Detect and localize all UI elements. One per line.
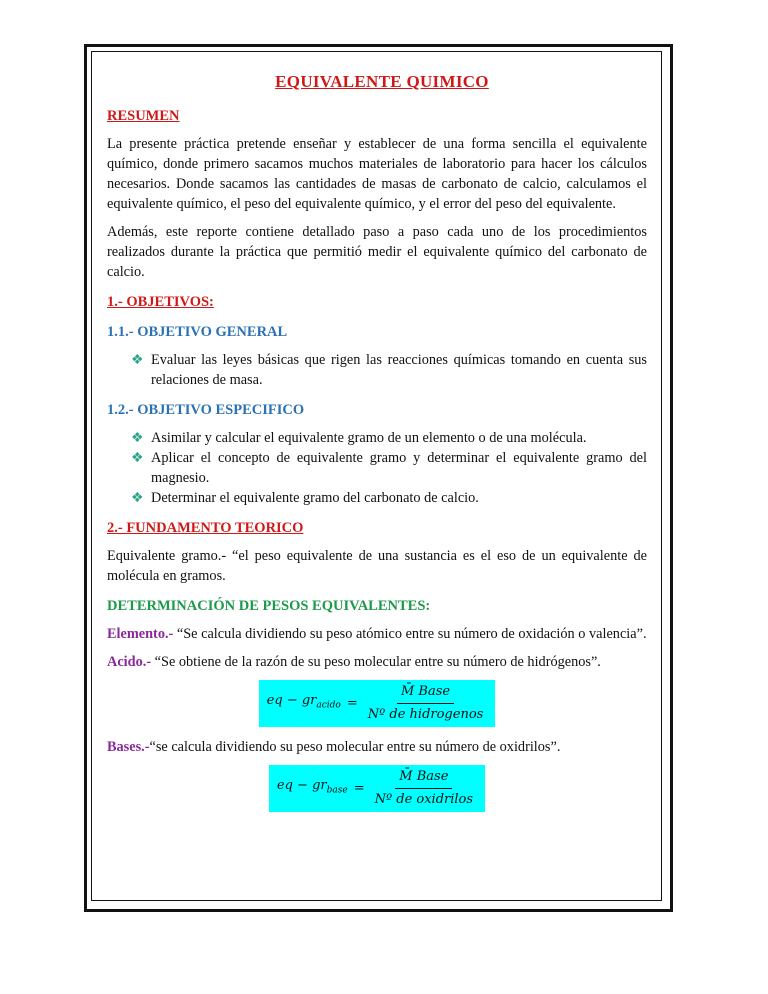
list-item-text: Aplicar el concepto de equivalente gramo y determinar el equivalente gramo del magnesio. xyxy=(151,450,647,486)
formula-fraction xyxy=(364,682,488,725)
acido-paragraph xyxy=(107,652,647,672)
resumen-paragraph-1: La presente práctica pretende enseñar y establecer de una forma sencilla el equivalente químico, donde primero sacamos muchos materiales de laboratorio para hacer los cálculos necesarios. Donde sacamos las cantidades de masas de carbonato de calcio, calculamos el equivalente químico, el peso del equivalente químico, y el error del peso del equivalente. xyxy=(107,136,647,212)
formula-denominator: Nº de hidrogenos xyxy=(367,707,484,722)
diamond-bullet-icon: ❖ xyxy=(131,353,144,368)
objetivo-general-heading: 1.1.- OBJETIVO GENERAL xyxy=(107,324,288,340)
formula-equals: = xyxy=(346,695,358,711)
resumen-heading: RESUMEN xyxy=(107,108,180,124)
list-item xyxy=(131,488,647,508)
formula-base xyxy=(269,765,485,812)
elemento-label: Elemento.- xyxy=(107,626,174,642)
fundamento-paragraph: Equivalente gramo.- “el peso equivalente de una sustancia es el eso de un equivalente de molécula en gramos. xyxy=(107,548,647,584)
formula-equals: = xyxy=(353,780,365,796)
diamond-bullet-icon: ❖ xyxy=(131,491,144,506)
diamond-bullet-icon: ❖ xyxy=(131,431,144,446)
acido-text: “Se obtiene de la razón de su peso molecular entre su número de hidrógenos”. xyxy=(151,654,601,670)
elemento-paragraph xyxy=(107,624,647,644)
acido-label: Acido.- xyxy=(107,654,152,670)
objetivo-especifico-heading: 1.2.- OBJETIVO ESPECIFICO xyxy=(107,402,305,418)
formula-acido-wrap xyxy=(107,680,647,727)
formula-denominator: Nº de oxidrilos xyxy=(374,792,474,807)
formula-fraction xyxy=(371,767,477,810)
list-item xyxy=(131,448,647,488)
list-item xyxy=(131,350,647,390)
objetivo-general-list xyxy=(107,350,647,390)
diamond-bullet-icon: ❖ xyxy=(131,451,144,466)
list-item-text: Evaluar las leyes básicas que rigen las reacciones químicas tomando en cuenta sus relaciones de masa. xyxy=(151,352,647,388)
formula-lhs: eq − $gr_{acido}$ xyxy=(266,693,341,711)
formula-base-wrap xyxy=(107,765,647,812)
formula-numerator: M̄ Base xyxy=(397,682,454,704)
document-body xyxy=(107,72,647,822)
determinacion-heading: DETERMINACIÓN DE PESOS EQUIVALENTES: xyxy=(107,598,431,614)
list-item-text: Asimilar y calcular el equivalente gramo de un elemento o de una molécula. xyxy=(151,430,587,446)
objetivos-heading: 1.- OBJETIVOS: xyxy=(107,294,214,310)
fundamento-heading: 2.- FUNDAMENTO TEORICO xyxy=(107,520,304,536)
bases-label: Bases.- xyxy=(107,739,150,755)
resumen-paragraph-2: Además, este reporte contiene detallado paso a paso cada uno de los procedimientos realizados durante la práctica que permitió medir el equivalente químico del carbonato de calcio. xyxy=(107,224,647,280)
bases-paragraph xyxy=(107,737,647,757)
list-item-text: Determinar el equivalente gramo del carbonato de calcio. xyxy=(151,490,479,506)
formula-acido xyxy=(259,680,496,727)
document-title: EQUIVALENTE QUIMICO xyxy=(275,72,489,91)
formula-lhs: eq − $gr_{base}$ xyxy=(276,778,348,796)
formula-numerator: M̄ Base xyxy=(395,767,452,789)
objetivo-especifico-list xyxy=(107,428,647,508)
elemento-text: “Se calcula dividiendo su peso atómico entre su número de oxidación o valencia”. xyxy=(173,626,647,642)
bases-text: “se calcula dividiendo su peso molecular entre su número de oxidrilos”. xyxy=(149,739,561,755)
list-item xyxy=(131,428,647,448)
